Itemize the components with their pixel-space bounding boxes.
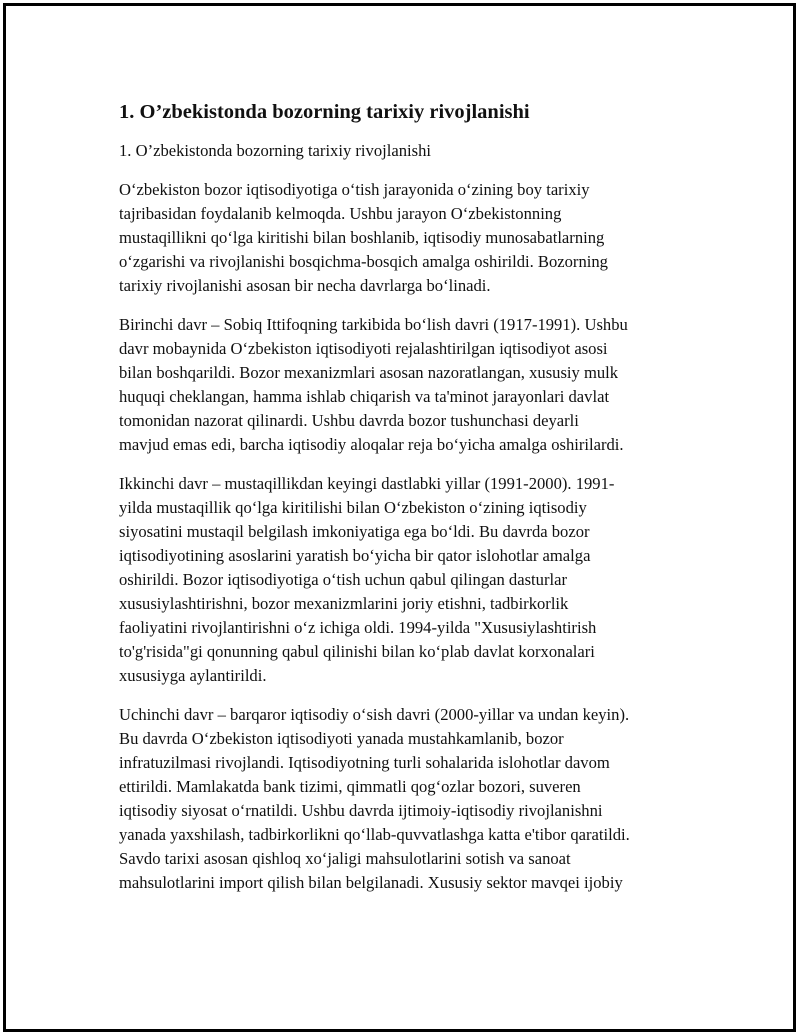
paragraph-line: tomonidan nazorat qilinardi. Ushbu davrda bozor tushunchasi deyarli — [119, 411, 579, 430]
paragraph-line: to'g'risida"gi qonunning qabul qilinishi bilan ko‘plab davlat korxonalari — [119, 642, 595, 661]
paragraph-line: Birinchi davr – Sobiq Ittifoqning tarkibida bo‘lish davri (1917-1991). Ushbu — [119, 315, 628, 334]
paragraph — [119, 178, 699, 298]
paragraph-line: xususiylashtirishni, bozor mexanizmlarini joriy etishni, tadbirkorlik — [119, 594, 569, 613]
paragraph — [119, 703, 699, 895]
paragraph-line: yanada yaxshilash, tadbirkorlikni qo‘llab-quvvatlashga katta e'tibor qaratildi. — [119, 825, 630, 844]
paragraph-line: yilda mustaqillik qo‘lga kiritilishi bilan O‘zbekiston o‘zining iqtisodiy — [119, 498, 587, 517]
paragraph-line: huquqi cheklangan, hamma ishlab chiqarish va ta'minot jarayonlari davlat — [119, 387, 610, 406]
paragraph-line: Ikkinchi davr – mustaqillikdan keyingi dastlabki yillar (1991-2000). 1991- — [119, 474, 615, 493]
paragraph-line: Bu davrda O‘zbekiston iqtisodiyoti yanada mustahkamlanib, bozor — [119, 729, 564, 748]
document-subtitle: 1. O’zbekistonda bozorning tarixiy rivojlanishi — [119, 141, 431, 160]
paragraph-line: xususiyga aylantirildi. — [119, 666, 267, 685]
paragraph-line: iqtisodiy siyosat o‘rnatildi. Ushbu davrda ijtimoiy-iqtisodiy rivojlanishni — [119, 801, 603, 820]
paragraph — [119, 472, 699, 688]
paragraph-line: O‘zbekiston bozor iqtisodiyotiga o‘tish jarayonida o‘zining boy tarixiy — [119, 180, 590, 199]
page-frame — [3, 3, 796, 1032]
paragraph — [119, 313, 699, 457]
paragraph-line: tarixiy rivojlanishi asosan bir necha davrlarga bo‘linadi. — [119, 276, 491, 295]
paragraph-line: Savdo tarixi asosan qishloq xo‘jaligi mahsulotlarini sotish va sanoat — [119, 849, 571, 868]
document-title: 1. O’zbekistonda bozorning tarixiy rivojlanishi — [119, 101, 530, 123]
paragraph-line: o‘zgarishi va rivojlanishi bosqichma-bosqich amalga oshirildi. Bozorning — [119, 252, 608, 271]
paragraph-line: infratuzilmasi rivojlandi. Iqtisodiyotning turli sohalarida islohotlar davom — [119, 753, 610, 772]
paragraph-line: faoliyatini rivojlantirishni o‘z ichiga oldi. 1994-yilda "Xususiylashtirish — [119, 618, 597, 637]
paragraph-line: ettirildi. Mamlakatda bank tizimi, qimmatli qog‘ozlar bozori, suveren — [119, 777, 581, 796]
paragraphs-container — [119, 178, 699, 895]
paragraph-line: bilan boshqarildi. Bozor mexanizmlari asosan nazoratlangan, xususiy mulk — [119, 363, 619, 382]
paragraph-line: iqtisodiyotining asoslarini yaratish bo‘yicha bir qator islohotlar amalga — [119, 546, 591, 565]
paragraph-line: oshirildi. Bozor iqtisodiyotiga o‘tish uchun qabul qilingan dasturlar — [119, 570, 567, 589]
paragraph-line: mustaqillikni qo‘lga kiritishi bilan boshlanib, iqtisodiy munosabatlarning — [119, 228, 605, 247]
paragraph-line: mavjud emas edi, barcha iqtisodiy aloqalar reja bo‘yicha amalga oshirilardi. — [119, 435, 624, 454]
paragraph-line: mahsulotlarini import qilish bilan belgilanadi. Xususiy sektor mavqei ijobiy — [119, 873, 623, 892]
paragraph-line: siyosatini mustaqil belgilash imkoniyatiga ega bo‘ldi. Bu davrda bozor — [119, 522, 590, 541]
paragraph-line: tajribasidan foydalanib kelmoqda. Ushbu jarayon O‘zbekistonning — [119, 204, 562, 223]
paragraph-line: Uchinchi davr – barqaror iqtisodiy o‘sish davri (2000-yillar va undan keyin). — [119, 705, 630, 724]
paragraph-line: davr mobaynida O‘zbekiston iqtisodiyoti rejalashtirilgan iqtisodiyot asosi — [119, 339, 608, 358]
document-body — [119, 99, 699, 895]
